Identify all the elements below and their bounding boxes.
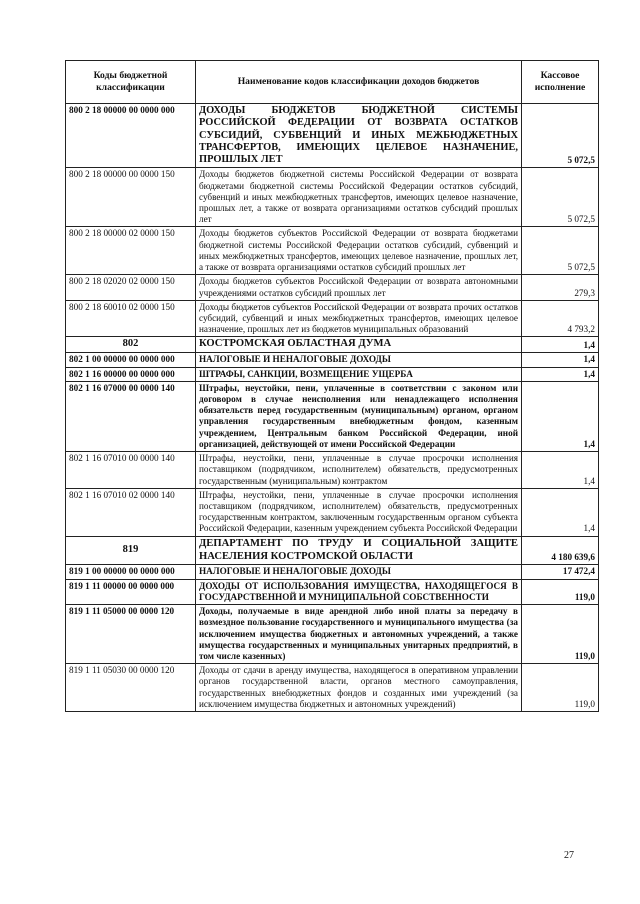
table-row: [66, 275, 599, 300]
row-name: ДОХОДЫ БЮДЖЕТОВ БЮДЖЕТНОЙ СИСТЕМЫ РОССИЙСКОЙ ФЕДЕРАЦИИ ОТ ВОЗВРАТА ОСТАТКОВ СУБСИДИЙ, СУБВЕНЦИЙ И ИНЫХ МЕЖБЮДЖЕТНЫХ ТРАНСФЕРТОВ, ИМЕЮЩИХ ЦЕЛЕВОЕ НАЗНАЧЕНИЕ, ПРОШЛЫХ ЛЕТ: [196, 104, 522, 168]
row-amount: 1,4: [522, 367, 599, 381]
row-name: КОСТРОМСКАЯ ОБЛАСТНАЯ ДУМА: [196, 337, 522, 353]
row-code: 802 1 16 00000 00 0000 000: [66, 367, 196, 381]
row-amount: 17 472,4: [522, 565, 599, 579]
revenue-table: [65, 60, 599, 712]
table-row: [66, 452, 599, 489]
header-amount: Кассовое исполнение: [522, 61, 599, 104]
header-code: Коды бюджетной классификации: [66, 61, 196, 104]
row-code: 819: [66, 536, 196, 565]
row-code: 802: [66, 337, 196, 353]
row-name: Штрафы, неустойки, пени, уплаченные в соответствии с законом или договором в случае неисполнения или ненадлежащего исполнения обязательств перед государственным (муниципальным) органом, органом управления государственным внебюджетным фондом, казенным учреждением, Центральным банком Российской Федерации, иной организацией, действующей от имени Российской Федерации: [196, 381, 522, 451]
row-code: 802 1 16 07000 00 0000 140: [66, 381, 196, 451]
table-row: [66, 300, 599, 337]
row-code: 802 1 16 07010 02 0000 140: [66, 488, 196, 536]
row-code: 819 1 00 00000 00 0000 000: [66, 565, 196, 579]
row-code: 802 1 00 00000 00 0000 000: [66, 353, 196, 367]
row-code: 819 1 11 00000 00 0000 000: [66, 579, 196, 604]
row-name: ДЕПАРТАМЕНТ ПО ТРУДУ И СОЦИАЛЬНОЙ ЗАЩИТЕ НАСЕЛЕНИЯ КОСТРОМСКОЙ ОБЛАСТИ: [196, 536, 522, 565]
row-amount: 1,4: [522, 337, 599, 353]
row-amount: 5 072,5: [522, 168, 599, 227]
row-name: Штрафы, неустойки, пени, уплаченные в случае просрочки исполнения поставщиком (подрядчиком, исполнителем) обязательств, предусмотренных государственным (муниципальным) контрактом: [196, 452, 522, 489]
row-name: НАЛОГОВЫЕ И НЕНАЛОГОВЫЕ ДОХОДЫ: [196, 353, 522, 367]
page-number: 27: [564, 850, 574, 861]
row-amount: 5 072,5: [522, 227, 599, 275]
row-name: ДОХОДЫ ОТ ИСПОЛЬЗОВАНИЯ ИМУЩЕСТВА, НАХОДЯЩЕГОСЯ В ГОСУДАРСТВЕННОЙ И МУНИЦИПАЛЬНОЙ СОБСТВЕННОСТИ: [196, 579, 522, 604]
row-name: Доходы от сдачи в аренду имущества, находящегося в оперативном управлении органов государственной власти, органов местного самоуправления, государственных внебюджетных фондов и созданных ими учреждений (за исключением имущества бюджетных и автономных учреждений): [196, 664, 522, 712]
table-row: [66, 488, 599, 536]
row-name: ШТРАФЫ, САНКЦИИ, ВОЗМЕЩЕНИЕ УЩЕРБА: [196, 367, 522, 381]
row-name: Штрафы, неустойки, пени, уплаченные в случае просрочки исполнения поставщиком (подрядчиком, исполнителем) обязательств, предусмотренных государственным контрактом, заключенным государственным органом субъекта Российской Федерации, казенным учреждением субъекта Российской Федерации: [196, 488, 522, 536]
table-row: [66, 168, 599, 227]
row-amount: 119,0: [522, 664, 599, 712]
table-row: [66, 367, 599, 381]
row-amount: 5 072,5: [522, 104, 599, 168]
table-row: [66, 337, 599, 353]
table-row: [66, 353, 599, 367]
table-row: [66, 104, 599, 168]
row-amount: 4 180 639,6: [522, 536, 599, 565]
table-row: [66, 536, 599, 565]
row-code: 800 2 18 60010 02 0000 150: [66, 300, 196, 337]
row-amount: 119,0: [522, 605, 599, 664]
table-row: [66, 381, 599, 451]
row-code: 800 2 18 02020 02 0000 150: [66, 275, 196, 300]
table-body: [66, 104, 599, 712]
row-amount: 279,3: [522, 275, 599, 300]
table-row: [66, 579, 599, 604]
row-code: 819 1 11 05000 00 0000 120: [66, 605, 196, 664]
table-header-row: [66, 61, 599, 104]
row-amount: 1,4: [522, 452, 599, 489]
row-code: 800 2 18 00000 00 0000 000: [66, 104, 196, 168]
row-name: НАЛОГОВЫЕ И НЕНАЛОГОВЫЕ ДОХОДЫ: [196, 565, 522, 579]
header-name: Наименование кодов классификации доходов бюджетов: [196, 61, 522, 104]
table-row: [66, 565, 599, 579]
row-code: 819 1 11 05030 00 0000 120: [66, 664, 196, 712]
table-row: [66, 664, 599, 712]
row-name: Доходы бюджетов субъектов Российской Федерации от возврата прочих остатков субсидий, субвенций и иных межбюджетных трансфертов, имеющих целевое назначение, прошлых лет из бюджетов муниципальных образований: [196, 300, 522, 337]
row-name: Доходы, получаемые в виде арендной либо иной платы за передачу в возмездное пользование государственного и муниципального имущества (за исключением имущества бюджетных и автономных учреждений, а также имущества государственных и муниципальных унитарных предприятий, в том числе казенных): [196, 605, 522, 664]
row-amount: 1,4: [522, 353, 599, 367]
table-row: [66, 605, 599, 664]
row-name: Доходы бюджетов субъектов Российской Федерации от возврата бюджетами бюджетной системы Российской Федерации остатков субсидий, субвенций и иных межбюджетных трансфертов, имеющих целевое назначение, прошлых лет, а также от возврата организациями остатков субсидий прошлых лет: [196, 227, 522, 275]
row-amount: 1,4: [522, 381, 599, 451]
row-code: 800 2 18 00000 00 0000 150: [66, 168, 196, 227]
table-row: [66, 227, 599, 275]
row-name: Доходы бюджетов субъектов Российской Федерации от возврата автономными учреждениями остатков субсидий прошлых лет: [196, 275, 522, 300]
row-amount: 119,0: [522, 579, 599, 604]
row-code: 800 2 18 00000 02 0000 150: [66, 227, 196, 275]
row-amount: 1,4: [522, 488, 599, 536]
row-name: Доходы бюджетов бюджетной системы Российской Федерации от возврата бюджетами бюджетной системы Российской Федерации остатков субсидий, субвенций и иных межбюджетных трансфертов, имеющих целевое назначение, прошлых лет, а также от возврата организациями остатков субсидий прошлых лет: [196, 168, 522, 227]
row-amount: 4 793,2: [522, 300, 599, 337]
row-code: 802 1 16 07010 00 0000 140: [66, 452, 196, 489]
